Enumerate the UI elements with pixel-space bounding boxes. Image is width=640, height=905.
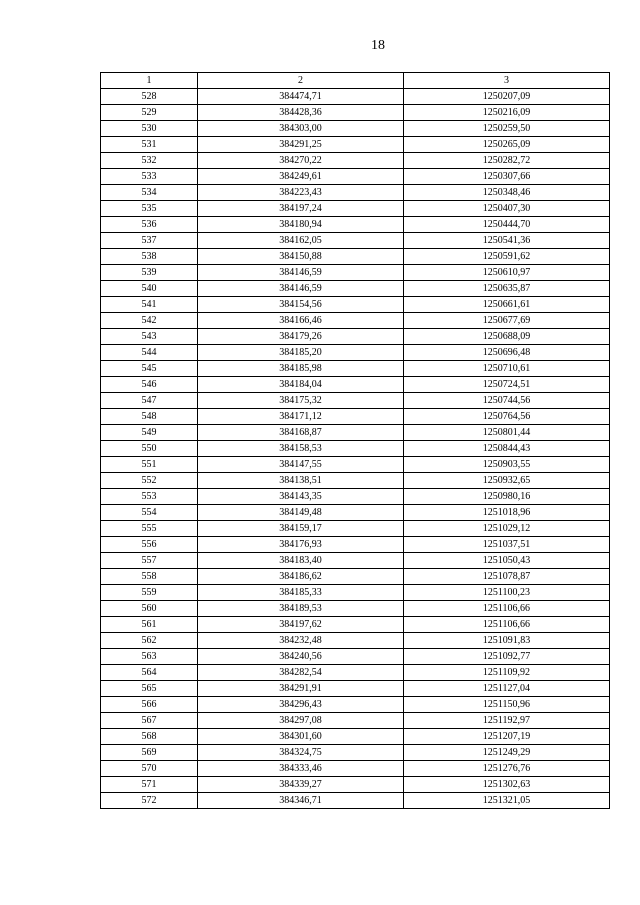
point-number-cell: 538 xyxy=(101,249,198,265)
table-row xyxy=(101,649,610,665)
table-row xyxy=(101,329,610,345)
table-row xyxy=(101,697,610,713)
x-coordinate-cell: 384146,59 xyxy=(198,265,404,281)
point-number-cell: 544 xyxy=(101,345,198,361)
table-row xyxy=(101,233,610,249)
table-row xyxy=(101,137,610,153)
y-coordinate-cell: 1250591,62 xyxy=(404,249,610,265)
table-row xyxy=(101,729,610,745)
table-row xyxy=(101,681,610,697)
x-coordinate-cell: 384185,20 xyxy=(198,345,404,361)
y-coordinate-cell: 1250282,72 xyxy=(404,153,610,169)
point-number-cell: 568 xyxy=(101,729,198,745)
table-row xyxy=(101,777,610,793)
x-coordinate-cell: 384168,87 xyxy=(198,425,404,441)
point-number-cell: 557 xyxy=(101,553,198,569)
x-coordinate-cell: 384185,33 xyxy=(198,585,404,601)
y-coordinate-cell: 1250635,87 xyxy=(404,281,610,297)
point-number-cell: 534 xyxy=(101,185,198,201)
y-coordinate-cell: 1250259,50 xyxy=(404,121,610,137)
table-row xyxy=(101,585,610,601)
point-number-cell: 543 xyxy=(101,329,198,345)
point-number-cell: 565 xyxy=(101,681,198,697)
x-coordinate-cell: 384303,00 xyxy=(198,121,404,137)
table-row xyxy=(101,249,610,265)
x-coordinate-cell: 384291,25 xyxy=(198,137,404,153)
table-row xyxy=(101,489,610,505)
y-coordinate-cell: 1251091,83 xyxy=(404,633,610,649)
point-number-cell: 548 xyxy=(101,409,198,425)
x-coordinate-cell: 384189,53 xyxy=(198,601,404,617)
table-row xyxy=(101,377,610,393)
table-row xyxy=(101,345,610,361)
y-coordinate-cell: 1250610,97 xyxy=(404,265,610,281)
y-coordinate-cell: 1251321,05 xyxy=(404,793,610,809)
table-row xyxy=(101,473,610,489)
y-coordinate-cell: 1250688,09 xyxy=(404,329,610,345)
y-coordinate-cell: 1250307,66 xyxy=(404,169,610,185)
x-coordinate-cell: 384339,27 xyxy=(198,777,404,793)
point-number-cell: 572 xyxy=(101,793,198,809)
x-coordinate-cell: 384270,22 xyxy=(198,153,404,169)
y-coordinate-cell: 1250541,36 xyxy=(404,233,610,249)
table-row xyxy=(101,265,610,281)
point-number-cell: 556 xyxy=(101,537,198,553)
table-row xyxy=(101,745,610,761)
x-coordinate-cell: 384162,05 xyxy=(198,233,404,249)
x-coordinate-cell: 384143,35 xyxy=(198,489,404,505)
point-number-cell: 539 xyxy=(101,265,198,281)
y-coordinate-cell: 1250710,61 xyxy=(404,361,610,377)
x-coordinate-cell: 384146,59 xyxy=(198,281,404,297)
y-coordinate-cell: 1250980,16 xyxy=(404,489,610,505)
table-header-row xyxy=(101,73,610,89)
y-coordinate-cell: 1251106,66 xyxy=(404,601,610,617)
x-coordinate-cell: 384166,46 xyxy=(198,313,404,329)
table-row xyxy=(101,665,610,681)
table-row xyxy=(101,425,610,441)
x-coordinate-cell: 384301,60 xyxy=(198,729,404,745)
point-number-cell: 528 xyxy=(101,89,198,105)
point-number-cell: 530 xyxy=(101,121,198,137)
y-coordinate-cell: 1250764,56 xyxy=(404,409,610,425)
x-coordinate-cell: 384183,40 xyxy=(198,553,404,569)
point-number-cell: 570 xyxy=(101,761,198,777)
point-number-cell: 563 xyxy=(101,649,198,665)
table-row xyxy=(101,169,610,185)
point-number-cell: 532 xyxy=(101,153,198,169)
x-coordinate-cell: 384149,48 xyxy=(198,505,404,521)
table-row xyxy=(101,121,610,137)
point-number-cell: 545 xyxy=(101,361,198,377)
x-coordinate-cell: 384159,17 xyxy=(198,521,404,537)
table-row xyxy=(101,617,610,633)
x-coordinate-cell: 384150,88 xyxy=(198,249,404,265)
table-row xyxy=(101,713,610,729)
y-coordinate-cell: 1250407,30 xyxy=(404,201,610,217)
x-coordinate-cell: 384138,51 xyxy=(198,473,404,489)
point-number-cell: 554 xyxy=(101,505,198,521)
y-coordinate-cell: 1250207,09 xyxy=(404,89,610,105)
x-coordinate-cell: 384333,46 xyxy=(198,761,404,777)
table-row xyxy=(101,105,610,121)
y-coordinate-cell: 1251100,23 xyxy=(404,585,610,601)
table-row xyxy=(101,409,610,425)
point-number-cell: 533 xyxy=(101,169,198,185)
table-row xyxy=(101,553,610,569)
table-row xyxy=(101,633,610,649)
point-number-cell: 562 xyxy=(101,633,198,649)
point-number-cell: 546 xyxy=(101,377,198,393)
y-coordinate-cell: 1251249,29 xyxy=(404,745,610,761)
y-coordinate-cell: 1250216,09 xyxy=(404,105,610,121)
y-coordinate-cell: 1250744,56 xyxy=(404,393,610,409)
x-coordinate-cell: 384186,62 xyxy=(198,569,404,585)
x-coordinate-cell: 384428,36 xyxy=(198,105,404,121)
table-row xyxy=(101,761,610,777)
x-coordinate-cell: 384240,56 xyxy=(198,649,404,665)
point-number-cell: 551 xyxy=(101,457,198,473)
x-coordinate-cell: 384346,71 xyxy=(198,793,404,809)
table-row xyxy=(101,601,610,617)
table-row xyxy=(101,361,610,377)
table-row xyxy=(101,505,610,521)
point-number-cell: 536 xyxy=(101,217,198,233)
point-number-cell: 559 xyxy=(101,585,198,601)
x-coordinate-cell: 384197,62 xyxy=(198,617,404,633)
table-row xyxy=(101,217,610,233)
table-row xyxy=(101,153,610,169)
point-number-cell: 561 xyxy=(101,617,198,633)
point-number-cell: 535 xyxy=(101,201,198,217)
x-coordinate-cell: 384180,94 xyxy=(198,217,404,233)
table-row xyxy=(101,281,610,297)
y-coordinate-cell: 1251078,87 xyxy=(404,569,610,585)
point-number-cell: 560 xyxy=(101,601,198,617)
point-number-cell: 566 xyxy=(101,697,198,713)
point-number-cell: 549 xyxy=(101,425,198,441)
point-number-cell: 555 xyxy=(101,521,198,537)
x-coordinate-cell: 384232,48 xyxy=(198,633,404,649)
point-number-cell: 552 xyxy=(101,473,198,489)
y-coordinate-cell: 1250844,43 xyxy=(404,441,610,457)
x-coordinate-cell: 384223,43 xyxy=(198,185,404,201)
x-coordinate-cell: 384184,04 xyxy=(198,377,404,393)
point-number-cell: 531 xyxy=(101,137,198,153)
x-coordinate-cell: 384154,56 xyxy=(198,297,404,313)
y-coordinate-cell: 1251127,04 xyxy=(404,681,610,697)
table-row xyxy=(101,569,610,585)
x-coordinate-cell: 384249,61 xyxy=(198,169,404,185)
x-coordinate-cell: 384185,98 xyxy=(198,361,404,377)
table-row xyxy=(101,297,610,313)
column-header-2: 2 xyxy=(198,73,404,89)
y-coordinate-cell: 1250696,48 xyxy=(404,345,610,361)
x-coordinate-cell: 384474,71 xyxy=(198,89,404,105)
point-number-cell: 564 xyxy=(101,665,198,681)
point-number-cell: 550 xyxy=(101,441,198,457)
table-row xyxy=(101,185,610,201)
coordinates-table xyxy=(100,72,610,809)
table-row xyxy=(101,521,610,537)
y-coordinate-cell: 1251207,19 xyxy=(404,729,610,745)
y-coordinate-cell: 1251106,66 xyxy=(404,617,610,633)
x-coordinate-cell: 384282,54 xyxy=(198,665,404,681)
table-row xyxy=(101,313,610,329)
y-coordinate-cell: 1251150,96 xyxy=(404,697,610,713)
y-coordinate-cell: 1251302,63 xyxy=(404,777,610,793)
y-coordinate-cell: 1250348,46 xyxy=(404,185,610,201)
x-coordinate-cell: 384176,93 xyxy=(198,537,404,553)
table-row xyxy=(101,441,610,457)
point-number-cell: 542 xyxy=(101,313,198,329)
x-coordinate-cell: 384197,24 xyxy=(198,201,404,217)
x-coordinate-cell: 384179,26 xyxy=(198,329,404,345)
x-coordinate-cell: 384296,43 xyxy=(198,697,404,713)
table-row xyxy=(101,457,610,473)
column-header-1: 1 xyxy=(101,73,198,89)
table-row xyxy=(101,393,610,409)
y-coordinate-cell: 1250801,44 xyxy=(404,425,610,441)
point-number-cell: 558 xyxy=(101,569,198,585)
point-number-cell: 541 xyxy=(101,297,198,313)
y-coordinate-cell: 1251109,92 xyxy=(404,665,610,681)
point-number-cell: 540 xyxy=(101,281,198,297)
table-row xyxy=(101,201,610,217)
page-number: 18 xyxy=(371,38,385,53)
point-number-cell: 569 xyxy=(101,745,198,761)
column-header-3: 3 xyxy=(404,73,610,89)
y-coordinate-cell: 1250661,61 xyxy=(404,297,610,313)
point-number-cell: 537 xyxy=(101,233,198,249)
point-number-cell: 553 xyxy=(101,489,198,505)
point-number-cell: 529 xyxy=(101,105,198,121)
point-number-cell: 571 xyxy=(101,777,198,793)
y-coordinate-cell: 1251018,96 xyxy=(404,505,610,521)
x-coordinate-cell: 384291,91 xyxy=(198,681,404,697)
table-body xyxy=(101,89,610,809)
y-coordinate-cell: 1250265,09 xyxy=(404,137,610,153)
x-coordinate-cell: 384324,75 xyxy=(198,745,404,761)
x-coordinate-cell: 384175,32 xyxy=(198,393,404,409)
y-coordinate-cell: 1250677,69 xyxy=(404,313,610,329)
table-row xyxy=(101,537,610,553)
y-coordinate-cell: 1251050,43 xyxy=(404,553,610,569)
y-coordinate-cell: 1251029,12 xyxy=(404,521,610,537)
table-row xyxy=(101,89,610,105)
y-coordinate-cell: 1250903,55 xyxy=(404,457,610,473)
point-number-cell: 567 xyxy=(101,713,198,729)
y-coordinate-cell: 1250724,51 xyxy=(404,377,610,393)
x-coordinate-cell: 384171,12 xyxy=(198,409,404,425)
y-coordinate-cell: 1250932,65 xyxy=(404,473,610,489)
point-number-cell: 547 xyxy=(101,393,198,409)
x-coordinate-cell: 384147,55 xyxy=(198,457,404,473)
x-coordinate-cell: 384297,08 xyxy=(198,713,404,729)
y-coordinate-cell: 1251276,76 xyxy=(404,761,610,777)
table-row xyxy=(101,793,610,809)
y-coordinate-cell: 1251192,97 xyxy=(404,713,610,729)
y-coordinate-cell: 1251037,51 xyxy=(404,537,610,553)
y-coordinate-cell: 1250444,70 xyxy=(404,217,610,233)
x-coordinate-cell: 384158,53 xyxy=(198,441,404,457)
y-coordinate-cell: 1251092,77 xyxy=(404,649,610,665)
